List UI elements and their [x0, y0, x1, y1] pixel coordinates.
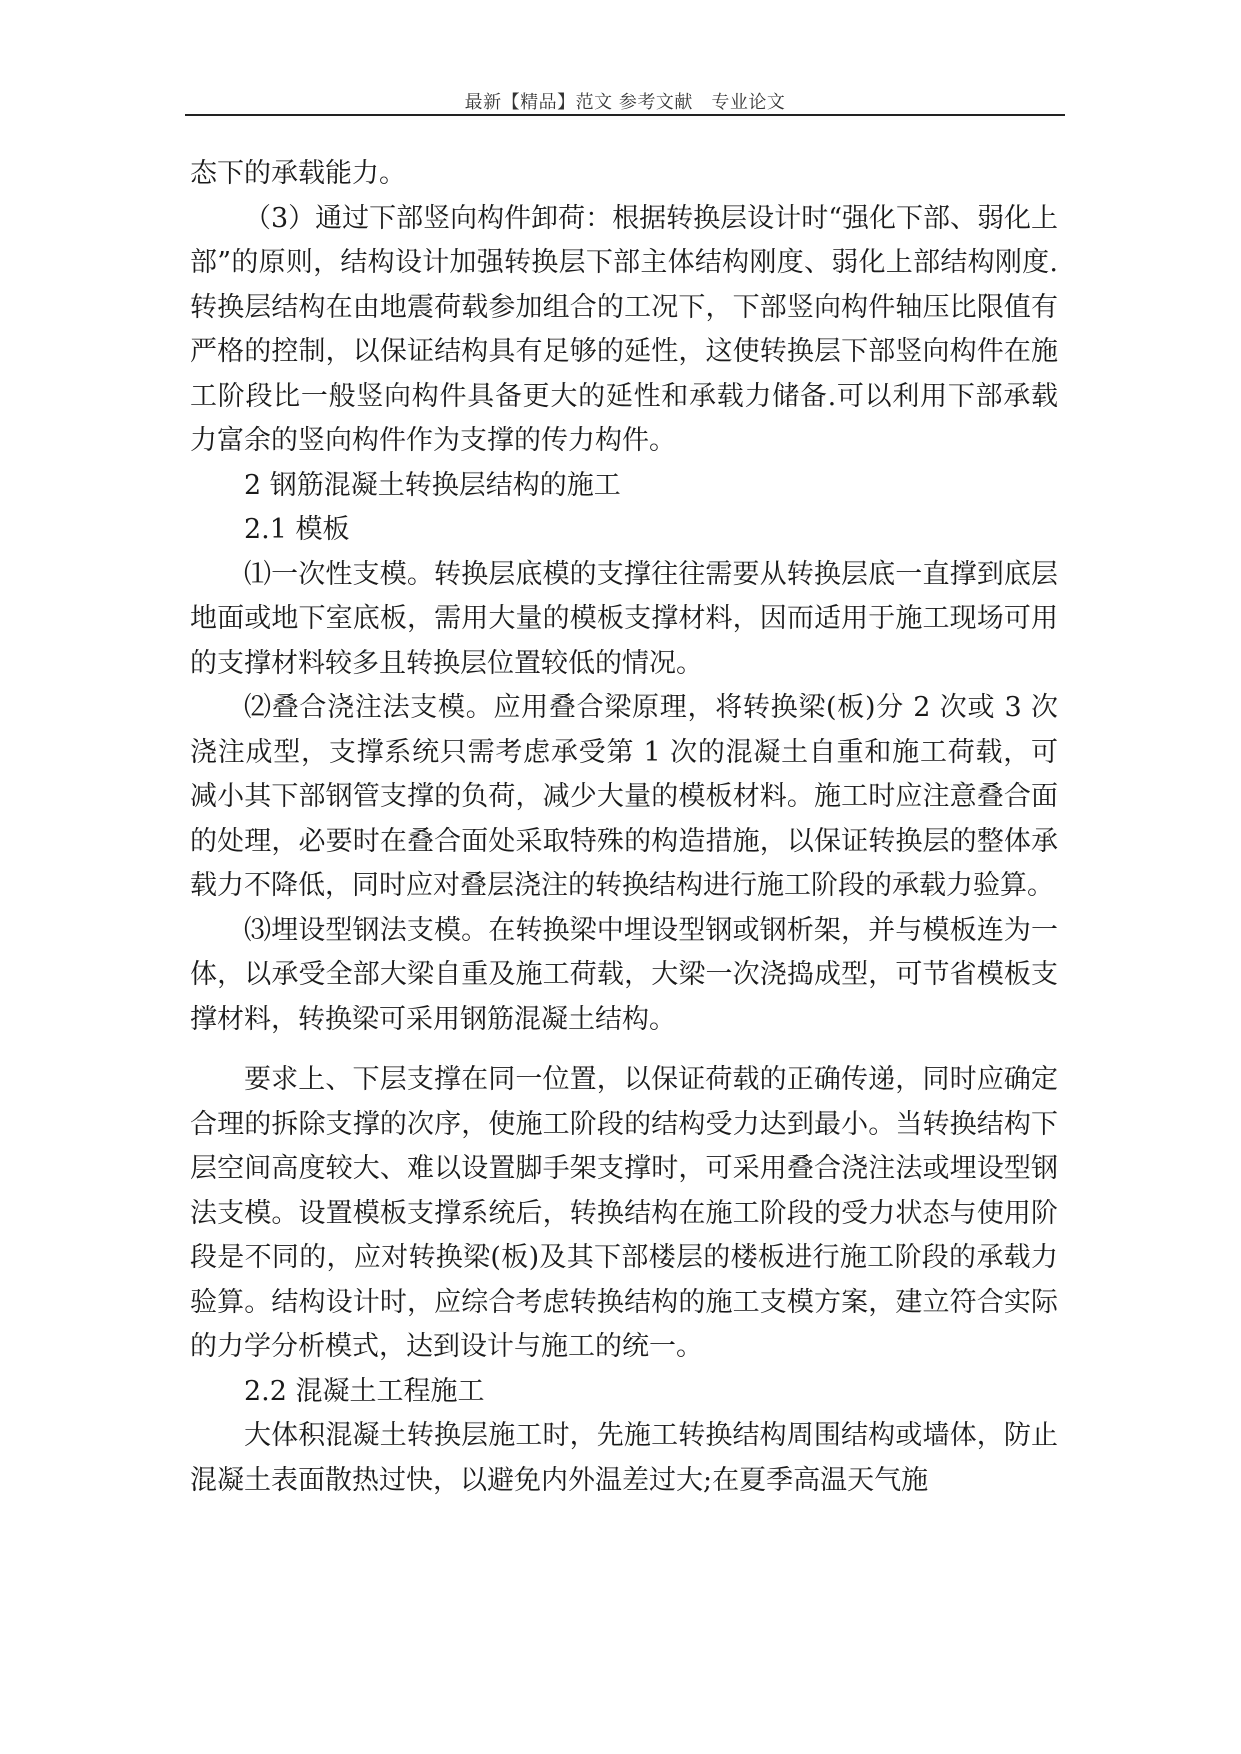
- paragraph-composite-pouring: ⑵叠合浇注法支模。应用叠合梁原理，将转换梁(板)分 2 次或 3 次浇注成型，支撑系统只需考虑承受第 1 次的混凝土自重和施工荷载，可减小其下部钢管支撑的负荷，减少大量的模板材料。施工时应注意叠合面的处理，必要时在叠合面处采取特殊的构造措施，以保证转换层的整体承载力不降低，同时应对叠层浇注的转换结构进行施工阶段的承载力验算。: [190, 692, 1058, 901]
- paragraph-one-time-formwork: ⑴一次性支模。转换层底模的支撑往往需要从转换层底一直撑到底层地面或地下室底板，需用大量的模板支撑材料，因而适用于施工现场可用的支撑材料较多且转换层位置较低的情况。: [190, 558, 1058, 679]
- document-body: [190, 152, 1058, 1503]
- header-rule: [185, 114, 1065, 116]
- paragraph-unloading: （3）通过下部竖向构件卸荷：根据转换层设计时“强化下部、弱化上部”的原则，结构设计加强转换层下部主体结构刚度、弱化上部结构刚度.转换层结构在由地震荷载参加组合的工况下，下部竖向构件轴压比限值有严格的控制，以保证结构具有足够的延性，这使转换层下部竖向构件在施工阶段比一般竖向构件具备更大的延性和承载力储备.可以利用下部承载力富余的竖向构件作为支撑的传力构件。: [190, 202, 1058, 456]
- page-header: 最新【精品】范文 参考文献 专业论文: [464, 92, 786, 113]
- subsection-heading-2-2: 2.2 混凝土工程施工: [244, 1375, 485, 1407]
- subsection-heading-2-1: 2.1 模板: [244, 514, 350, 545]
- section-heading-2: 2 钢筋混凝土转换层结构的施工: [244, 469, 621, 501]
- paragraph-support-requirements: 要求上、下层支撑在同一位置，以保证荷载的正确传递，同时应确定合理的拆除支撑的次序，使施工阶段的结构受力达到最小。当转换结构下层空间高度较大、难以设置脚手架支撑时，可采用叠合浇注法或埋设型钢法支模。设置模板支撑系统后，转换结构在施工阶段的受力状态与使用阶段是不同的，应对转换梁(板)及其下部楼层的楼板进行施工阶段的承载力验算。结构设计时，应综合考虑转换结构的施工支模方案，建立符合实际的力学分析模式，达到设计与施工的统一。: [190, 1064, 1058, 1362]
- paragraph-continuation: 态下的承载能力。: [190, 158, 406, 189]
- paragraph-embedded-steel: ⑶埋设型钢法支模。在转换梁中埋设型钢或钢析架，并与模板连为一体，以承受全部大梁自重及施工荷载，大梁一次浇捣成型，可节省模板支撑材料，转换梁可采用钢筋混凝土结构。: [190, 914, 1058, 1035]
- paragraph-concrete-construction: 大体积混凝土转换层施工时，先施工转换结构周围结构或墙体，防止混凝土表面散热过快，以避免内外温差过大;在夏季高温天气施: [190, 1420, 1058, 1496]
